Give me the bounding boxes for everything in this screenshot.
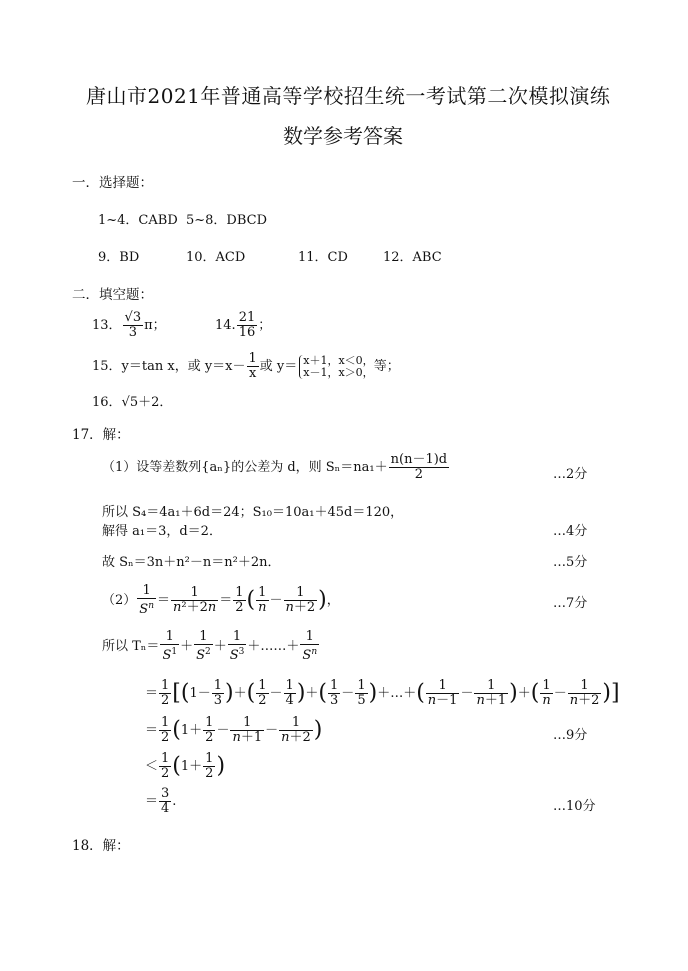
q14-fraction: $\frac{21}{16}$ (238, 310, 256, 340)
answer-16: 16．√5＋2． (92, 395, 173, 410)
answer-1-4: 1~4．CABD (98, 213, 178, 228)
q17-part1-eqs: 所以 S₄＝4a₁＋6d＝24；S₁₀＝10a₁＋45d＝120， (102, 505, 404, 520)
q17-part1-result: 故 Sₙ＝3n＋n²－n＝n²＋2n． (102, 555, 281, 570)
q17-score-2: …2分 (553, 467, 588, 482)
q15-piecewise: x＋1，x＜0， x－1，x＞0， (299, 355, 373, 379)
q17-final: ＝ $\frac{3}{4}$ . (145, 786, 177, 816)
q13-fraction: $\frac{√3}{3}$ (124, 310, 142, 340)
q17-score-7: …7分 (553, 596, 588, 611)
q15-fraction: $\frac{1}{x}$ (248, 351, 257, 381)
q17-simplified: ＝ $\frac{1}{2}$ (1＋ $\frac{1}{2}$ － $\frac{1}{n+1}$ － $\frac{1}{n+2}$ ) (145, 715, 323, 745)
q18-heading: 18．解： (72, 838, 130, 854)
q14-label: 14. (215, 318, 236, 333)
answer-13: 13． $\frac{√3}{3}$ π； (92, 310, 166, 340)
section-choice-heading: 一．选择题： (72, 175, 153, 191)
page-subtitle: 数学参考答案 (283, 124, 403, 148)
q17-sn-formula: $\frac{n(n-1)d}{2}$ (390, 452, 448, 482)
q17-score-10: …10分 (553, 799, 596, 814)
answer-9: 9．BD (98, 250, 140, 265)
q17-score-9: …9分 (553, 728, 588, 743)
section-fill-heading: 二．填空题： (72, 287, 153, 303)
q17-score-4: …4分 (553, 524, 588, 539)
answer-11: 11．CD (298, 250, 348, 265)
q13-label: 13． (92, 318, 122, 333)
answer-10: 10．ACD (186, 250, 246, 265)
answer-15: 15．y＝tan x，或 y＝x－ $\frac{1}{x}$ 或 y＝ x＋1，x＜0， x－1，x＞0， 等； (92, 351, 400, 381)
q17-part1-solve: 解得 a₁＝3，d＝2． (102, 524, 222, 539)
page-title: 唐山市2021年普通高等学校招生统一考试第二次模拟演练 (86, 84, 611, 108)
q17-part2-line: （2） $\frac{1}{S^n}$ ＝ $\frac{1}{\text{n²＋2n}}$ ＝ $\frac{1}{2}$ ( $\frac{1}{n}$ － $\frac{1}{n+2}$ )， (102, 583, 340, 617)
answer-14: 14. $\frac{21}{16}$ ； (215, 310, 272, 340)
q17-part1-line: （1）设等差数列{aₙ}的公差为 d，则 Sₙ＝na₁＋ $\frac{n(n-1)d}{2}$ (102, 452, 448, 482)
q17-score-5: …5分 (553, 555, 588, 570)
q17-telescoping: ＝ $\frac{1}{2}$ [(1－ $\frac{1}{3}$ )＋( $\frac{1}{2}$ － $\frac{1}{4}$ )＋( $\frac{1}{3}$ － $\frac{1}{5}$ )＋…＋( $\frac{1}{n-1}$ － $\frac{1}{n+1}$ )＋( $\frac{1}{n}$ － $\frac{1}{n+2}$ )] (145, 678, 620, 708)
q17-inequality: ＜ $\frac{1}{2}$ (1＋ $\frac{1}{2}$ ) (145, 751, 226, 781)
answer-5-8: 5~8．DBCD (186, 213, 268, 228)
q17-tn-sum: 所以 Tₙ＝ $\frac{1}{S^1}$ ＋ $\frac{1}{S^2}$ ＋ $\frac{1}{S^3}$ ＋……＋ $\frac{1}{S^n}$ (102, 629, 318, 663)
answer-12: 12．ABC (383, 250, 442, 265)
q17-heading: 17．解： (72, 427, 130, 443)
